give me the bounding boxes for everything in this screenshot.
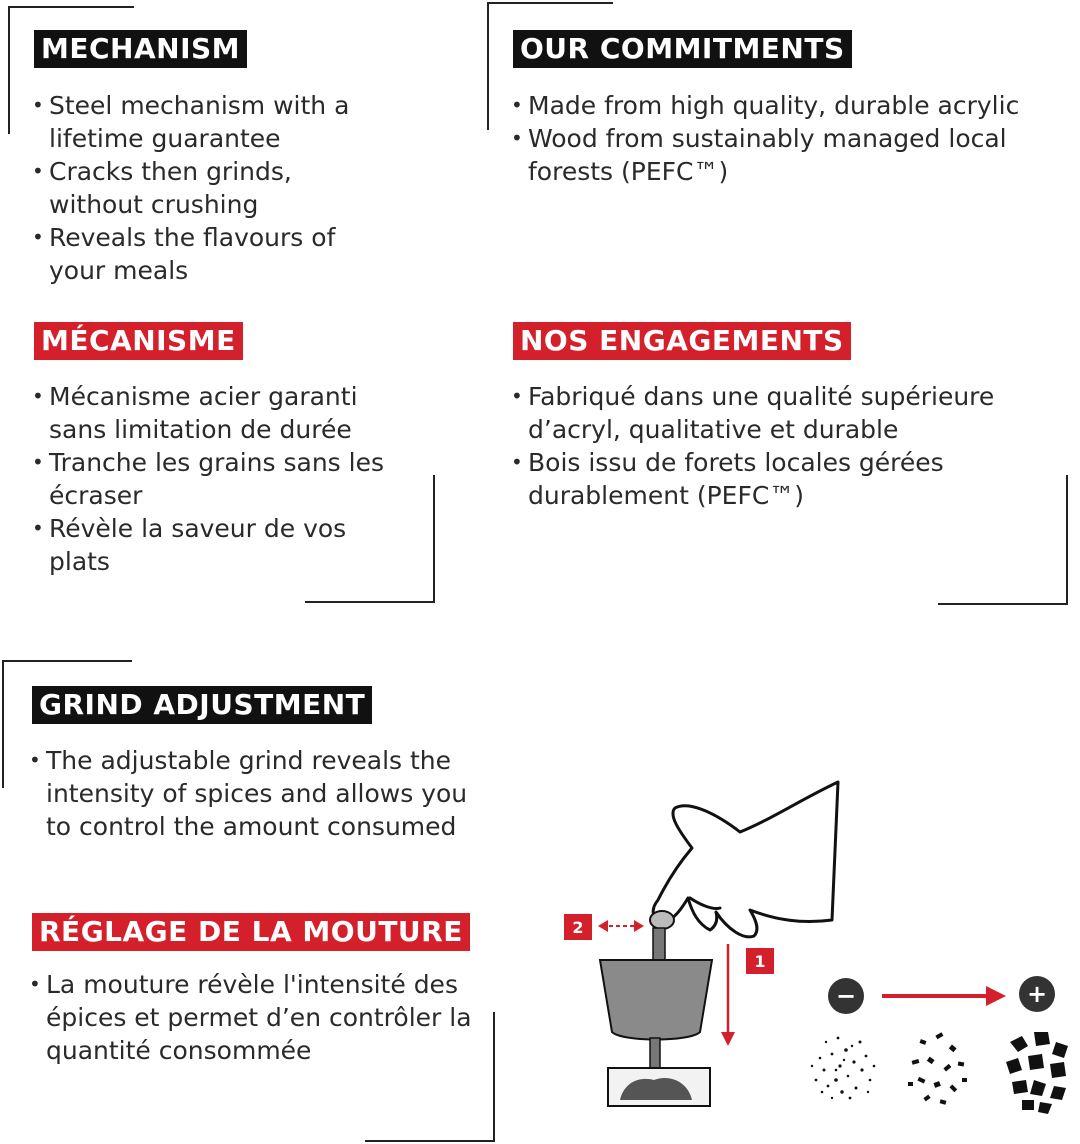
step-2-label: 2	[572, 918, 584, 937]
step-1-indicator	[721, 944, 774, 1046]
corner-line	[2, 660, 4, 788]
mill-body-icon	[600, 960, 712, 1040]
corner-line	[938, 603, 1068, 605]
coarseness-arrow	[882, 986, 1006, 1006]
mecanisme-title: MÉCANISME	[34, 322, 243, 360]
shaft-icon	[653, 928, 665, 960]
list-item: • Reveals the flavours of your meals	[32, 221, 372, 287]
corner-line	[2, 660, 132, 662]
list-item: • Steel mechanism with a lifetime guarantee	[32, 89, 372, 155]
reglage-list	[29, 968, 489, 1067]
corner-line	[433, 475, 435, 603]
list-item: • Wood from sustainably managed local forests (PEFC™)	[511, 122, 1056, 188]
mecanisme-list	[32, 380, 392, 578]
corner-line	[1066, 475, 1068, 605]
reglage-title: RÉGLAGE DE LA MOUTURE	[32, 913, 470, 951]
hand-icon	[653, 782, 838, 937]
plus-icon	[1019, 976, 1055, 1012]
mechanism-title: MECHANISM	[34, 30, 247, 68]
list-item: • Révèle la saveur de vos plats	[32, 512, 392, 578]
engagements-list	[511, 380, 1031, 512]
corner-line	[365, 1140, 495, 1142]
knob-icon	[650, 911, 674, 929]
list-item: • The adjustable grind reveals the intensity of spices and allows you to control the amount consumed	[29, 744, 479, 843]
corner-line	[487, 2, 489, 130]
list-item: • Tranche les grains sans les écraser	[32, 446, 392, 512]
list-item: • Fabriqué dans une qualité supérieure d’acryl, qualitative et durable	[511, 380, 1031, 446]
list-item: • La mouture révèle l'intensité des épices et permet d’en contrôler la quantité consommée	[29, 968, 489, 1067]
corner-line	[493, 1012, 495, 1142]
list-item: • Made from high quality, durable acrylic	[511, 89, 1056, 122]
list-item: • Mécanisme acier garanti sans limitation de durée	[32, 380, 392, 446]
minus-icon	[828, 978, 864, 1014]
corner-line	[305, 601, 435, 603]
svg-text:+: +	[1026, 980, 1048, 1008]
coarse-grind-icon	[1006, 1032, 1068, 1114]
corner-line	[8, 6, 134, 8]
fine-grind-icon	[811, 1037, 876, 1100]
step-2-indicator	[564, 914, 644, 940]
grind-list	[29, 744, 479, 843]
mechanism-list	[32, 89, 372, 287]
list-item: • Bois issu de forets locales gérées durablement (PEFC™)	[511, 446, 1031, 512]
step-1-label: 1	[754, 952, 766, 971]
engagements-title: NOS ENGAGEMENTS	[513, 322, 851, 360]
medium-grind-icon	[908, 1032, 967, 1104]
svg-text:−: −	[835, 982, 857, 1010]
grind-adjust-illustration	[540, 770, 1080, 1144]
corner-line	[487, 2, 613, 4]
commitments-title: OUR COMMITMENTS	[513, 30, 852, 68]
corner-line	[8, 6, 10, 134]
list-item: • Cracks then grinds, without crushing	[32, 155, 372, 221]
grind-title: GRIND ADJUSTMENT	[32, 686, 372, 724]
commitments-list	[511, 89, 1056, 188]
